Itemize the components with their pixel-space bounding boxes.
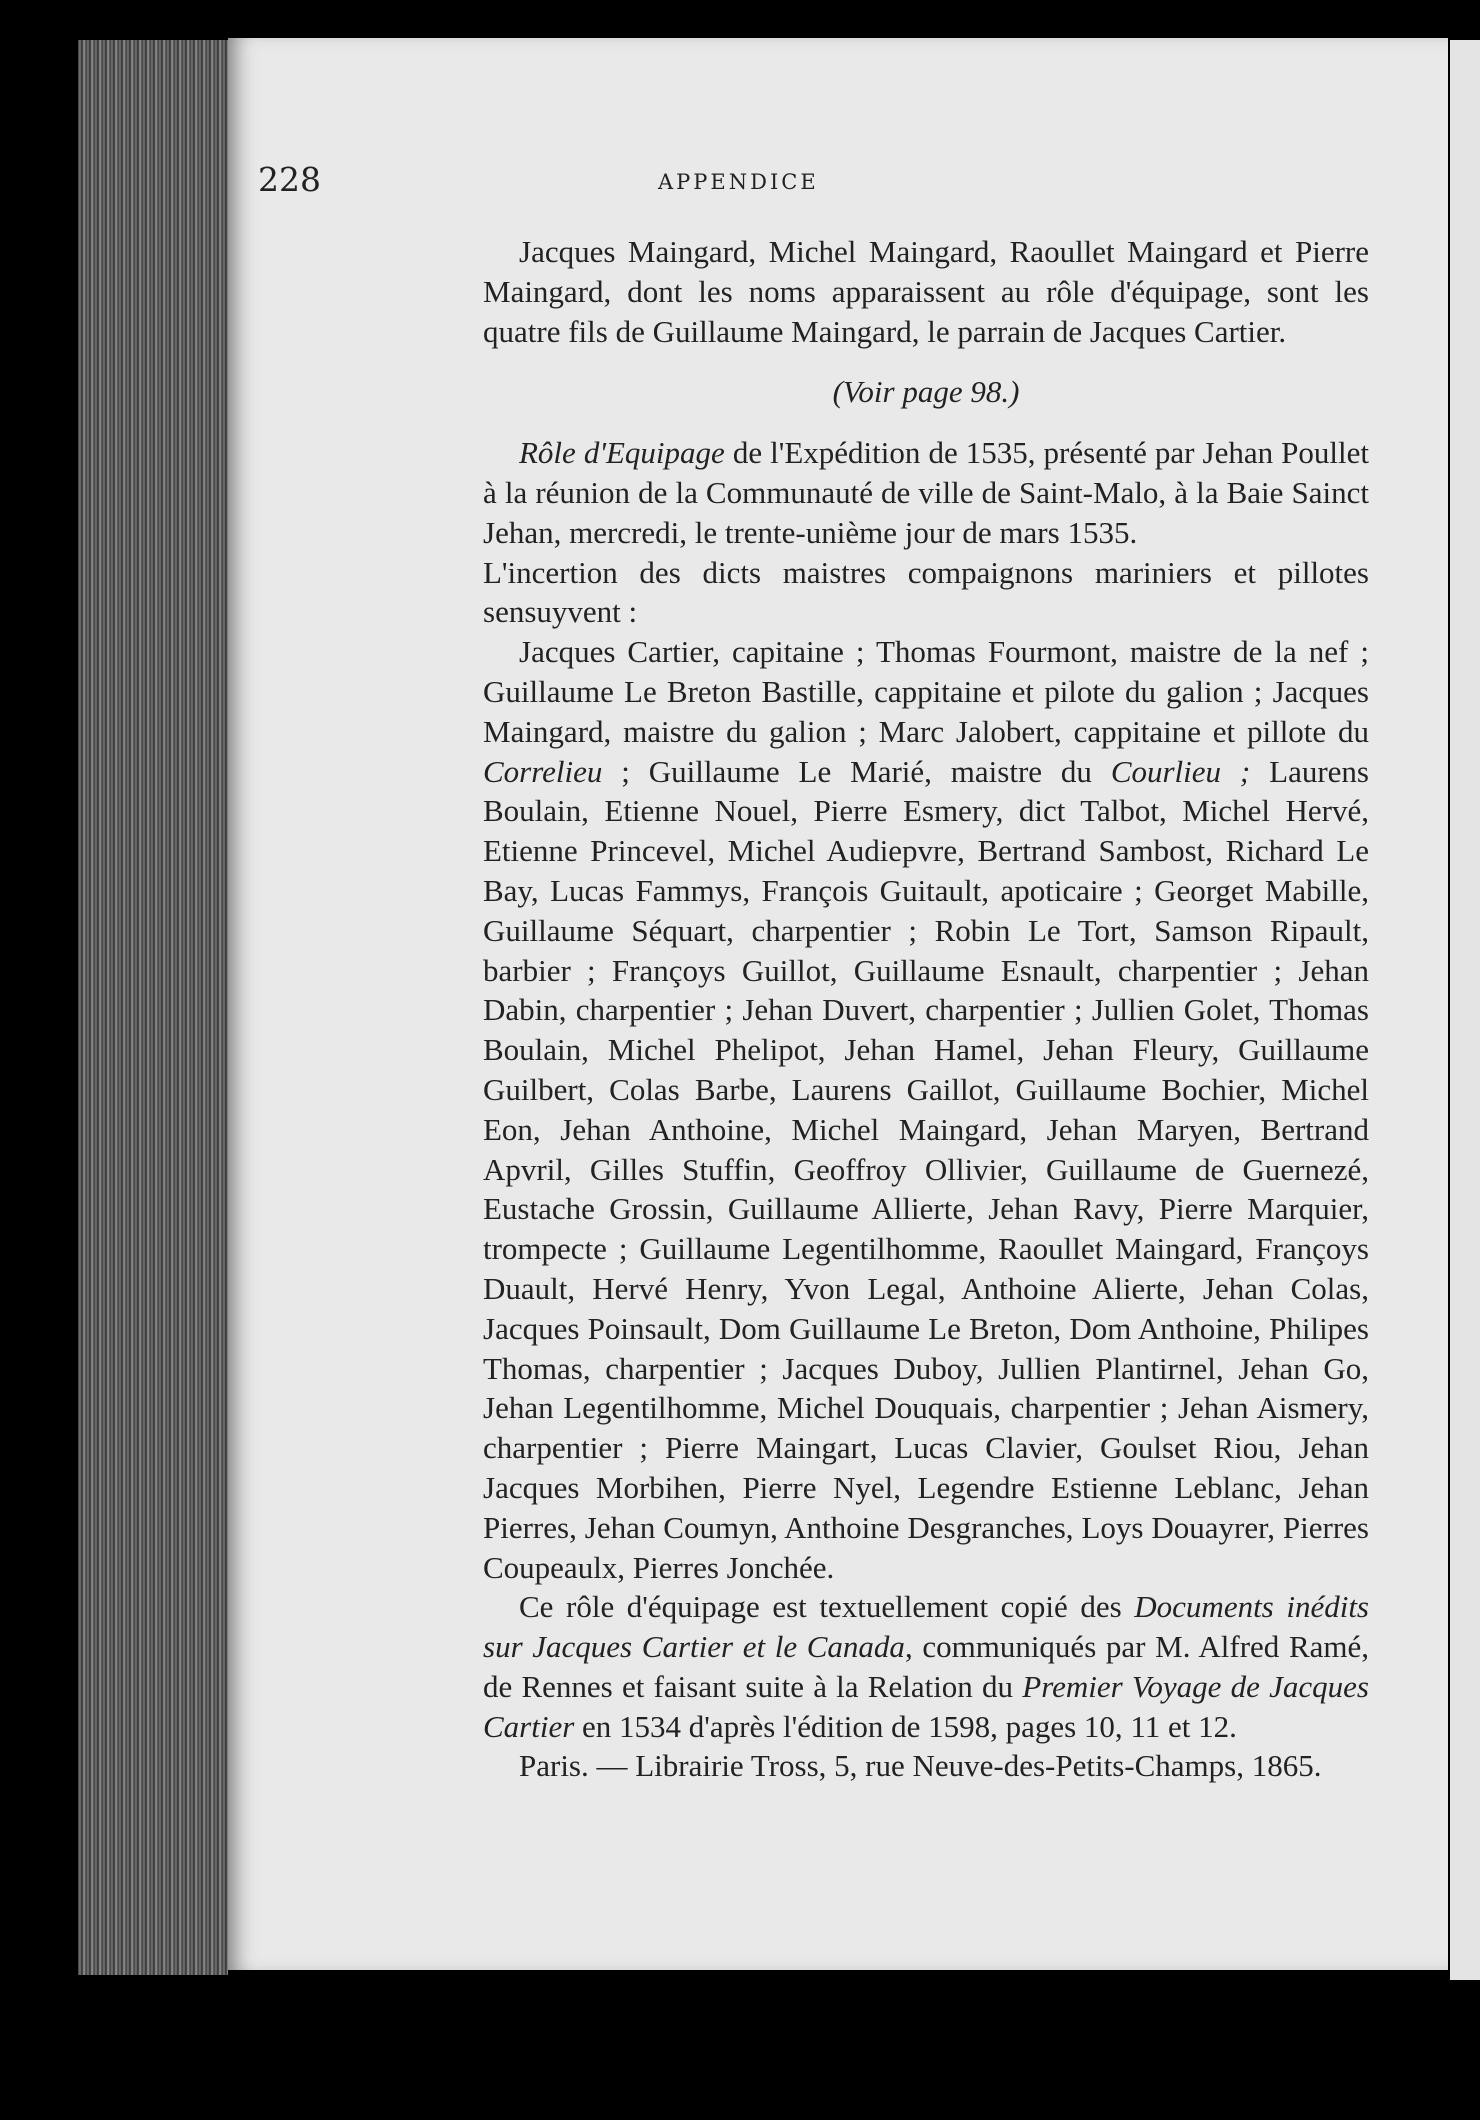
role-title: Rôle d'Equipage xyxy=(519,435,725,471)
crew-list-part1: Jacques Cartier, capitaine ; Thomas Fourmont, maistre de la nef ; Guillaume Le Breton Bastille, cappitaine et pilote du galion ; Jacques Maingard, maistre du galion ; Marc Jalobert, cappitaine et pillote du xyxy=(483,634,1369,749)
paragraph-crew-list xyxy=(483,632,1369,1587)
role-intro-text: de l'Expédition de 1535, présenté par Jehan Poullet à la réunion de la Communauté de ville de Saint-Malo, à la Baie Sainct Jehan, mercredi, le trente-unième jour de mars 1535. xyxy=(483,435,1369,550)
source-part1: Ce rôle d'équipage est textuellement copié des xyxy=(519,1589,1135,1625)
source-title-documents: Documents inédits sur Jacques Cartier et le Canada xyxy=(483,1589,1369,1665)
facing-page-edge xyxy=(1450,40,1480,1980)
source-part2: , communiqués par M. Alfred Ramé, de Rennes et faisant suite à la Relation du xyxy=(483,1629,1370,1704)
running-head: APPENDICE xyxy=(658,170,819,194)
book-page-edges xyxy=(78,40,228,1975)
paragraph-publisher: Paris. — Librairie Tross, 5, rue Neuve-des-Petits-Champs, 1865. xyxy=(519,1748,1322,1784)
paragraph-incertion: L'incertion des dicts maistres compaignons mariniers et pillotes sensuyvent : xyxy=(483,554,1369,630)
crew-list-part2: ; Guillaume Le Marié, maistre du xyxy=(602,753,1111,789)
paragraph-role-intro xyxy=(483,433,1369,552)
ship-name-courlieu: Courlieu ; xyxy=(1110,753,1251,789)
source-title-voyage: Premier Voyage de Jacques Cartier xyxy=(483,1668,1369,1744)
page-reference: (Voir page 98.) xyxy=(832,374,1020,410)
source-part3: en 1534 d'après l'édition de 1598, pages 10, 11 et 12. xyxy=(574,1708,1237,1744)
paragraph-maingard: Jacques Maingard, Michel Maingard, Raoullet Maingard et Pierre Maingard, dont les noms apparaissent au rôle d'équipage, sont les quatre fils de Guillaume Maingard, le parrain de Jacques Cartier. xyxy=(483,234,1369,349)
page-number: 228 xyxy=(258,160,321,199)
body-text xyxy=(483,232,1369,1786)
paragraph-source xyxy=(483,1587,1369,1746)
ship-name-correlieu: Correlieu xyxy=(483,753,603,789)
crew-list-part3: Laurens Boulain, Etienne Nouel, Pierre Esmery, dict Talbot, Michel Hervé, Etienne Princevel, Michel Audiepvre, Bertrand Sambost, Richard Le Bay, Lucas Fammys, François Guitault, apoticaire ; Georget Mabille, Guillaume Séquart, charpentier ; Robin Le Tort, Samson Ripault, barbier ; Françoys Guillot, Guillaume Esnault, charpentier ; Jehan Dabin, charpentier ; Jehan Duvert, charpentier ; Jullien Golet, Thomas Boulain, Michel Phelipot, Jehan Hamel, Jehan Fleury, Guillaume Guilbert, Colas Barbe, Laurens Gaillot, Guillaume Bochier, Michel Eon, Jehan Anthoine, Michel Maingard, Jehan Maryen, Bertrand Apvril, Gilles Stuffin, Geoffroy Ollivier, Guillaume de Guernezé, Eustache Grossin, Guillaume Allierte, Jehan Ravy, Pierre Marquier, trompecte ; Guillaume Legentilhomme, Raoullet Maingard, Françoys Duault, Hervé Henry, Yvon Legal, Anthoine Alierte, Jehan Colas, Jacques Poinsault, Dom Guillaume Le Breton, Dom Anthoine, Philipes Thomas, charpentier ; Jacques Duboy, Jullien Plantirnel, Jehan Go, Jehan Legentilhomme, Michel Douquais, charpentier ; Jehan Aismery, charpentier ; Pierre Maingart, Lucas Clavier, Goulset Riou, Jehan Jacques Morbihen, Pierre Nyel, Legendre Estienne Leblanc, Jehan Pierres, Jehan Coumyn, Anthoine Desgranches, Loys Douayrer, Pierres Coupeaulx, Pierres Jonchée. xyxy=(483,753,1369,1585)
page-header xyxy=(258,128,1324,199)
